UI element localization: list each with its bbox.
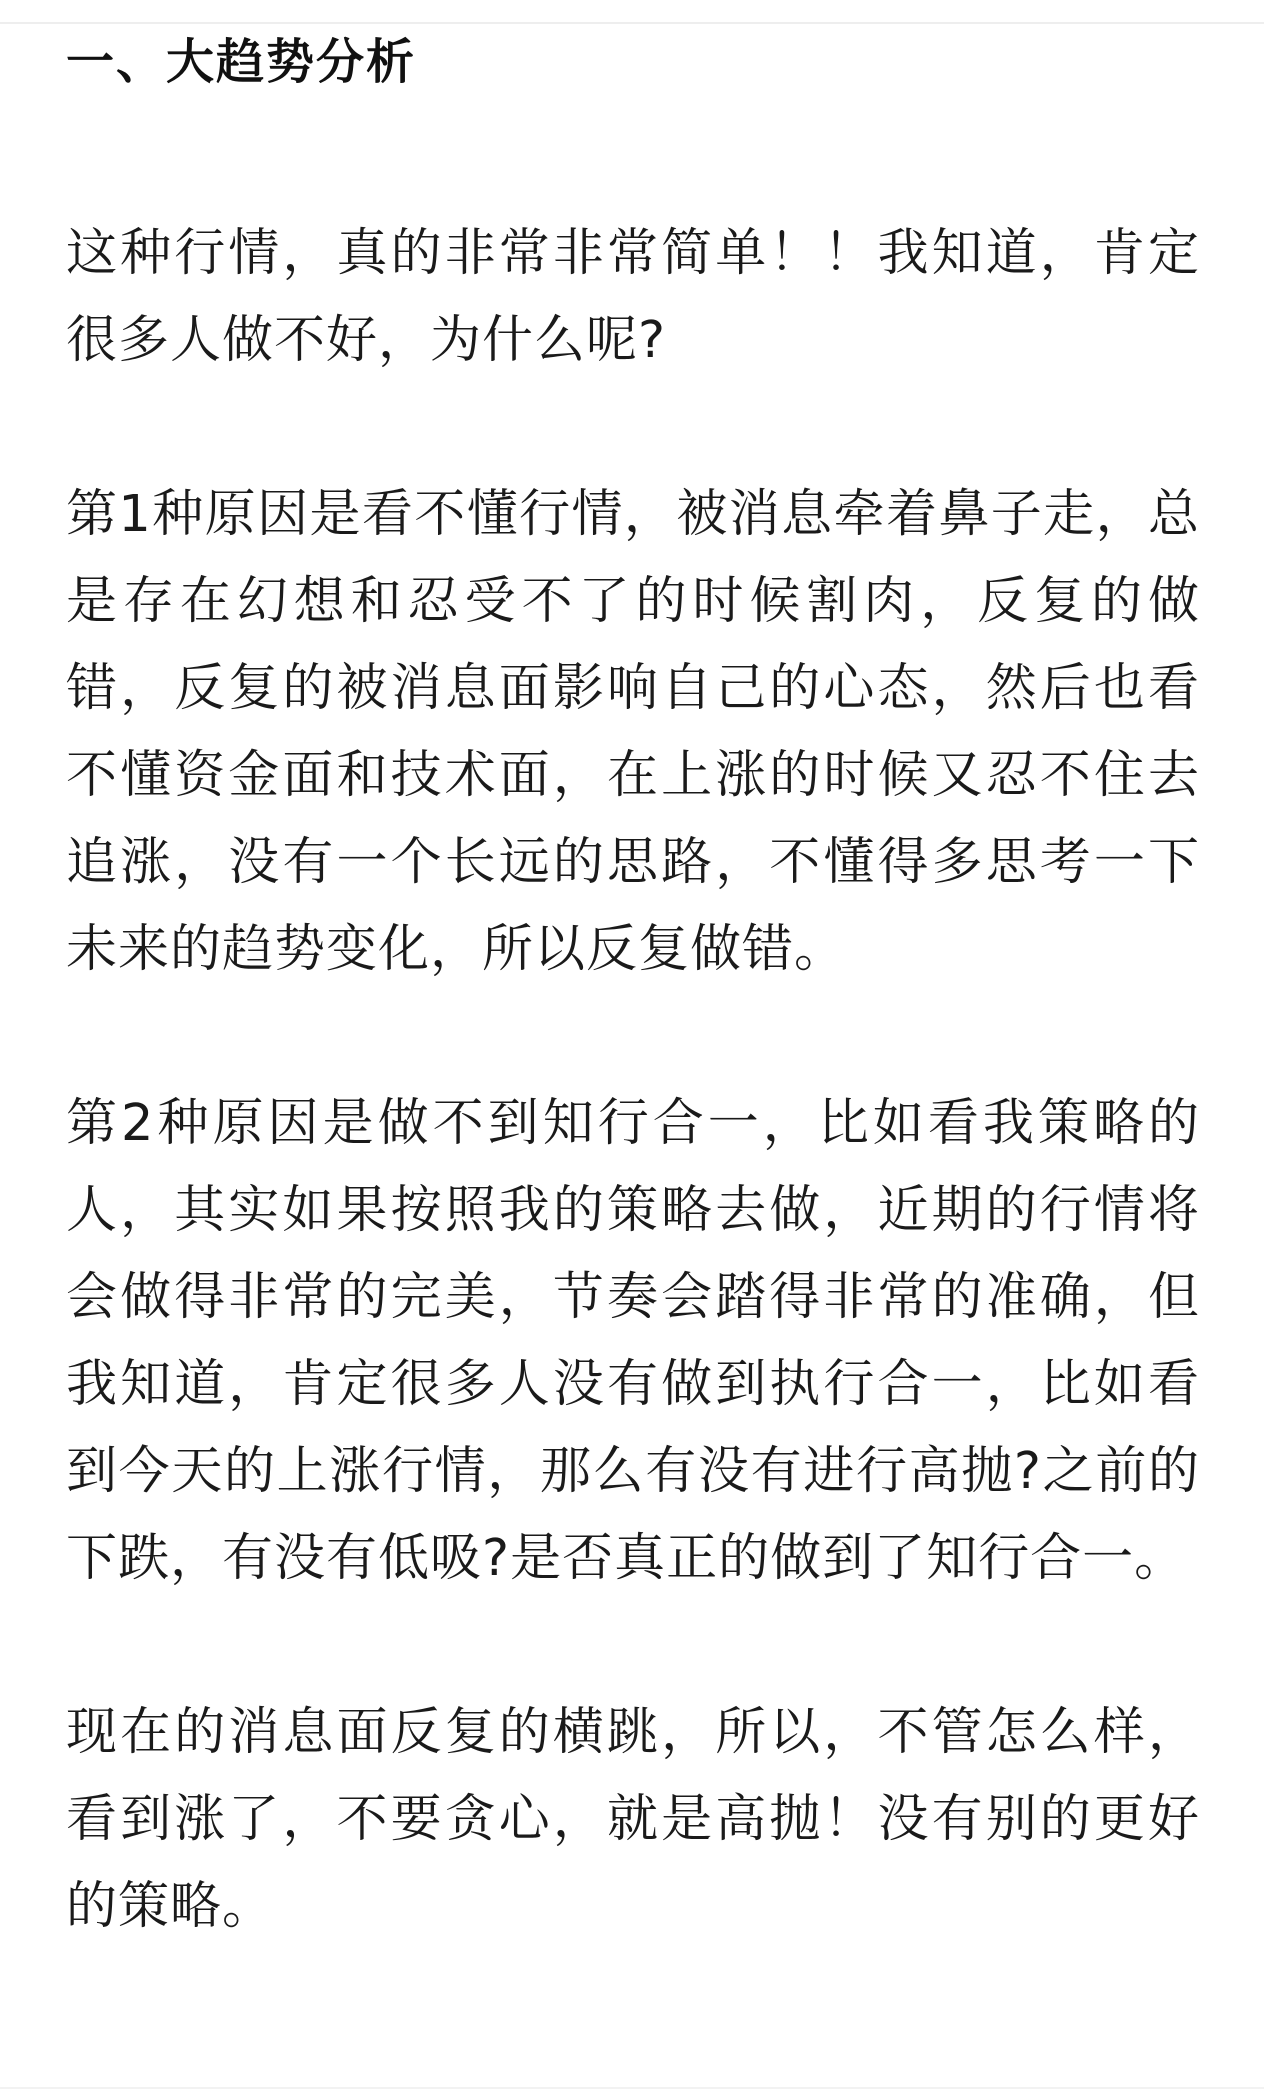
paragraph-intro: 这种行情，真的非常非常简单！！我知道，肯定很多人做不好，为什么呢? [66, 224, 1200, 370]
paragraph-reason-1: 第1种原因是看不懂行情，被消息牵着鼻子走，总是存在幻想和忍受不了的时候割肉，反复的做错，反复的被消息面影响自己的心态，然后也看不懂资金面和技术面，在上涨的时候又忍不住去追涨，没有一个长远的思路，不懂得多思考一下未来的趋势变化，所以反复做错。 [66, 485, 1200, 979]
paragraph-conclusion: 现在的消息面反复的横跳，所以，不管怎么样，看到涨了，不要贪心，就是高抛！没有别的更好的策略。 [66, 1703, 1200, 1936]
section-heading: 一、大趋势分析 [66, 34, 417, 90]
paragraph-reason-2: 第2种原因是做不到知行合一，比如看我策略的人，其实如果按照我的策略去做，近期的行情将会做得非常的完美，节奏会踏得非常的准确，但我知道，肯定很多人没有做到执行合一，比如看到今天的上涨行情，那么有没有进行高抛?之前的下跌，有没有低吸?是否真正的做到了知行合一。 [66, 1094, 1200, 1588]
article-body [66, 24, 1200, 1950]
